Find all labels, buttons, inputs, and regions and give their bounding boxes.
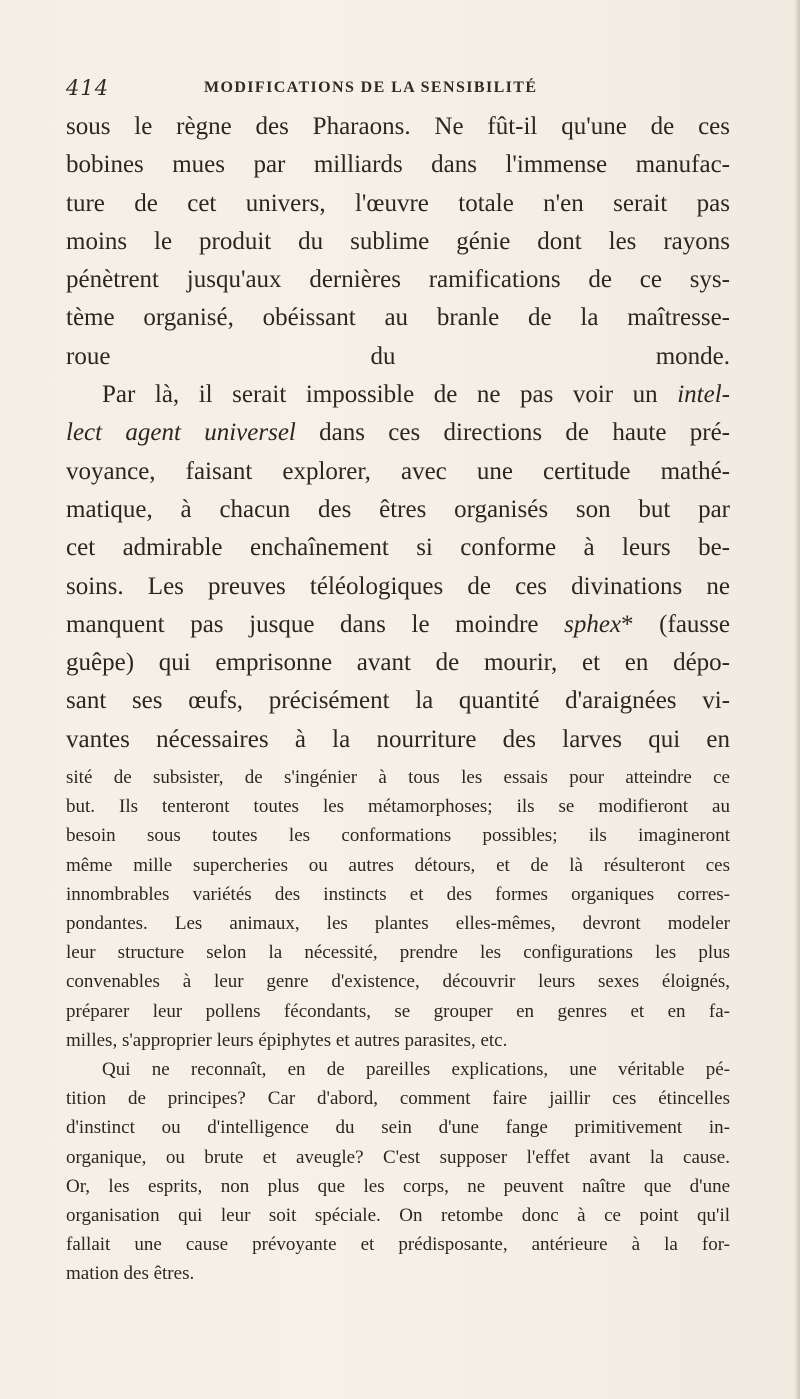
footnote-text	[66, 763, 730, 1289]
body-line: moins le produit du sublime génie dont les rayons	[66, 227, 730, 255]
main-body-text	[66, 108, 730, 759]
note-line: tition de principes? Car d'abord, comment faire jaillir ces étincelles	[66, 1088, 730, 1110]
text-run: Par là, il serait impossible de ne pas voir un	[102, 381, 678, 409]
note-line: but. Ils tenteront toutes les métamorphoses; ils se modifieront au	[66, 796, 730, 818]
note-line: innombrables variétés des instincts et des formes organiques corres-	[66, 883, 730, 905]
body-line: vantes nécessaires à la nourriture des larves qui en	[66, 725, 730, 753]
body-line	[66, 414, 730, 452]
page-number: 414	[66, 76, 110, 100]
body-line: soins. Les preuves téléologiques de ces divinations ne	[66, 572, 730, 600]
note-line: organique, ou brute et aveugle? C'est supposer l'effet avant la cause.	[66, 1146, 730, 1168]
italic-run: lect agent universel	[66, 419, 296, 447]
body-line: voyance, faisant explorer, avec une certitude mathé-	[66, 457, 730, 485]
body-line: ture de cet univers, l'œuvre totale n'en serait pas	[66, 189, 730, 217]
note-line: sité de subsister, de s'ingénier à tous les essais pour atteindre ce	[66, 767, 730, 788]
note-line: d'instinct ou d'intelligence du sein d'une fange primitivement in-	[66, 1117, 730, 1139]
body-line: sous le règne des Pharaons. Ne fût-il qu'une de ces	[66, 113, 730, 140]
body-line	[66, 376, 730, 414]
note-line: convenables à leur genre d'existence, découvrir leurs sexes éloignés,	[66, 971, 730, 993]
body-line: bobines mues par milliards dans l'immense manufac-	[66, 151, 730, 179]
body-line: sant ses œufs, précisément la quantité d'araignées vi-	[66, 687, 730, 715]
body-line: tème organisé, obéissant au branle de la maîtresse-	[66, 304, 730, 332]
italic-run: intel-	[677, 381, 730, 409]
body-line: cet admirable enchaînement si conforme à leurs be-	[66, 534, 730, 562]
italic-run: sphex	[564, 610, 622, 638]
note-line: Qui ne reconnaît, en de pareilles explications, une véritable pé-	[102, 1059, 730, 1081]
note-line: fallait une cause prévoyante et prédisposante, antérieure à la for-	[66, 1234, 730, 1256]
note-line: mation des êtres.	[66, 1263, 195, 1285]
body-line: guêpe) qui emprisonne avant de mourir, et en dépo-	[66, 649, 730, 677]
page-header	[66, 76, 716, 102]
text-run: dans ces directions de haute pré-	[295, 419, 731, 447]
body-line	[66, 606, 730, 644]
note-line: pondantes. Les animaux, les plantes elles-mêmes, devront modeler	[66, 913, 730, 935]
page-edge-shadow	[794, 0, 800, 1399]
note-line: organisation qui leur soit spéciale. On retombe donc à ce point qu'il	[66, 1205, 730, 1227]
note-line: milles, s'approprier leurs épiphytes et autres parasites, etc.	[66, 1029, 508, 1051]
note-line: besoin sous toutes les conformations possibles; ils imagineront	[66, 825, 730, 847]
body-line: matique, à chacun des êtres organisés son but par	[66, 495, 730, 523]
note-line: préparer leur pollens fécondants, se grouper en genres et en fa-	[66, 1000, 730, 1022]
running-head: MODIFICATIONS DE LA SENSIBILITÉ	[204, 79, 538, 96]
body-line: roue du monde.	[66, 342, 730, 370]
note-line: Or, les esprits, non plus que les corps, ne peuvent naître que d'une	[66, 1175, 730, 1197]
note-line: leur structure selon la nécessité, prendre les configurations les plus	[66, 942, 730, 964]
body-line: pénètrent jusqu'aux dernières ramifications de ce sys-	[66, 266, 730, 294]
text-run: manquent pas jusque dans le moindre	[66, 610, 565, 638]
text-run: * (fausse	[621, 610, 730, 638]
note-line: même mille supercheries ou autres détours, et de là résulteront ces	[66, 854, 730, 876]
